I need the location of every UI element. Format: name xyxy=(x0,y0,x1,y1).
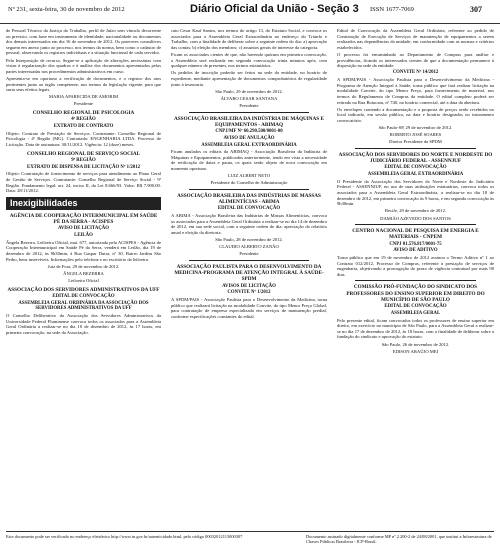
paragraph: Torna público que em 19 de novembro de 2012 assinou o Termo Aditivo nº 1 ao Contrato 012/2012, Processo de Compras, referente à prestação de serviços de engenharia, objetivando a prorrogação do prazo de vigência contratual por mais 90 dias. xyxy=(337,255,494,277)
notice-type: EDITAL DE CONVOCAÇÃO xyxy=(384,304,447,310)
divider xyxy=(189,112,309,113)
signature-role: Leiloeira Oficial xyxy=(68,277,99,283)
divider xyxy=(189,189,309,190)
notice-type: AVISOS DE LICITAÇÃO xyxy=(222,283,276,289)
signature-role: Presidente xyxy=(73,101,94,107)
signature-role: Diretor Presidente da SPDM xyxy=(389,139,442,145)
paragraph: Edital de Convocação da Assembleia Geral Ordinária, referente ao pedido de Contratação de Execução de Serviços de manutenção de equipamentos a serem realizados nas dependências da unidade, em conformidade com as normas e critérios estabelecidos. xyxy=(337,28,494,50)
footer-signature-note: Documento assinado digitalmente conforme MP nº 2.200-2 de 24/08/2001, que institui a Infraestrutura de Chaves Públicas Brasileira - ICP-Brasil. xyxy=(306,534,492,545)
notice-type: AVISO DE ADITIVO xyxy=(393,248,438,254)
section-heading: CENTRO NACIONAL DE PESQUISA EM ENERGIA E MATERIAIS - CNPEM xyxy=(352,228,479,241)
divider xyxy=(189,260,309,261)
paragraph: O Conselho Deliberativo da Associação dos Servidores Administrativos da Universidade Federal Fluminense convoca todos os associados para a Assembleia Geral Ordinária a realizar-se no dia 10 de dezembro de 2012, às 17 horas, em primeira convocação, na sede da Associação. xyxy=(6,313,161,335)
paragraph: cato Cesar Kauf Santos, nos termos do artigo 13, do Estatuto Social, e convoca os associados para a Assembleia Geral Extraordinária no endereço do Triunfo e Trabalho, com a finalidade de deliberar sobre a seguinte ordem do dia: a) aprovação das contas; b) eleição dos membros; c) assuntos gerais de interesse da categoria. xyxy=(171,28,327,50)
signature-name: EDISON ARAÚJO MEI xyxy=(392,348,439,354)
page-header xyxy=(0,0,500,24)
paragraph: A SPDM/PAIS - Associação Paulista para o Desenvolvimento da Medicina - Programa de Atenção Integral à Saúde, torna público que fará realizar licitação na modalidade Convite, do tipo Menor Preço, para fornecimento de material, nos termos do Regulamento de Compras da entidade. O edital completo poderá ser retirado na Rua Botucatu, nº 740, no horário comercial, até a data da abertura. xyxy=(337,77,494,105)
notice-type: AVISO DE LICITAÇÃO xyxy=(57,226,109,232)
section-heading: CONSELHO REGIONAL DE PSICOLOGIA xyxy=(32,110,135,116)
signature-name: CLAUDIO ALBERTO ZANÃO xyxy=(219,244,279,250)
notice-type: EXTRATO DE CONTRATO xyxy=(53,124,114,129)
column-3 xyxy=(337,28,494,528)
notice-subtype: ASSEMBLEIA GERAL EXTRAORDINÁRIA xyxy=(367,172,464,178)
paragraph: O Presidente da Associação dos Servidores do Norte e Nordeste do Judiciário Federal - ASSENNJUF, no uso de suas atribuições estatutárias, convoca todos os associados para a Assembleia Geral Extraordinária, a realizar-se no dia 18 de dezembro de 2012, em primeira convocação às 9 horas, e em segunda convocação às 9h30min. xyxy=(337,178,494,207)
notice-subtype: ASSEMBLEIA GERAL xyxy=(390,310,441,316)
footer-verification: Este documento pode ser verificado no endereço eletrônico http://www.in.gov.br/autenticidade.html, pelo código 00032012113000307 xyxy=(6,534,243,539)
paragraph: de Pessoal Técnico da Justiça do Trabalho, perfil de Juízo sem vínculo decorrente ou previsto, com base em instrumento de identidade, nacionalidade ou documentos dos demais interessados em dia 16 de novembro de 2012. Os pareceres consultivos seguem em anexo junto ao processo, nos termos da norma, bem como o cadastro de pessoal, observando os registros individuais e a situação funcional de cada servidor. xyxy=(6,28,161,56)
signature-name: ÁLVARO CESAR SANTANA xyxy=(220,95,278,101)
signature-place-date: São Paulo, 28 de novembro de 2012. xyxy=(215,237,283,243)
column-2 xyxy=(171,28,327,528)
paragraph: Ficam os associados cientes de que, não havendo quórum em primeira convocação, a Assembleia será realizada em segunda convocação trinta minutos após, com qualquer número de presentes, nos termos estatutários. xyxy=(171,51,327,69)
paragraph: Ficam anulados os editais da ABIMAQ - Associação Brasileira da Indústria de Máquinas e Equipamentos, publicados anteriormente, tendo em vista a necessidade de retificação de datas e pauta, os quais serão objeto de nova convocação em momento oportuno. xyxy=(171,149,327,172)
signature-place-date: São Paulo, 29 de novembro de 2012. xyxy=(215,88,283,94)
notice-subtype: LEILÃO xyxy=(74,232,93,238)
paragraph: Apresenta-se em oportuno a verificação de documentos, e o registro dos atos pertinentes junto ao órgão competente, nos termos da legislação vigente, para que surta seus efeitos legais. xyxy=(6,75,161,93)
signature-name: ÂNGELA BEZERRA xyxy=(63,270,104,276)
paragraph: Objeto: Contrato de Prestação de Serviços. Contratante: Conselho Regional de Psicologia - 4ª Região (MG). Contratada: ENGENHARIA LTDA. Processo de Licitação. Data de assinatura: 30/11/2012. Vigência: 12 (doze) meses. xyxy=(6,130,161,147)
section-heading: ASSOCIAÇÃO DOS SERVIDORES ADMINISTRATIVOS DA UFF xyxy=(7,286,160,293)
signature-place-date: Recife, 29 de novembro de 2012. xyxy=(384,208,447,214)
paragraph: Pelo presente edital, ficam convocados todos os professores de ensino superior em direito, em exercício no município de São Paulo, para a Assembleia Geral a realizar-se no dia 17 de dezembro de 2012, às 18 horas, com a finalidade de deliberar sobre a fundação do sindicato e aprovação do estatuto. xyxy=(337,317,494,340)
signature-name: LUIZ ALBERT NETO xyxy=(227,173,271,179)
notice-type: EDITAL DE CONVOCAÇÃO xyxy=(52,293,115,299)
page-number: 307 xyxy=(470,5,482,14)
section-heading: ASSOCIAÇÃO PAULISTA PARA O DESENVOLVIMENTO DA MEDICINA-PROGRAMA DE ATENÇÃO INTEGRAL À SAÚDE-SPDM xyxy=(174,263,324,283)
cnpj: CNPJ 01.576.817/0001-75 xyxy=(389,241,442,247)
journal-title: Diário Oficial da União - Seção 3 xyxy=(190,3,359,15)
page-footer xyxy=(6,531,494,545)
issue-date: Nº 231, sexta-feira, 30 de novembro de 2012 xyxy=(8,6,125,13)
notice-type: EDITAL DE CONVOCAÇÃO xyxy=(384,165,447,171)
paragraph: Os envelopes contendo a documentação e a proposta de preços serão recebidos no local indicado, em sessão pública, na data e horário designados no instrumento convocatório. xyxy=(337,106,494,123)
signature-place-date: São Paulo-SP, 29 de novembro de 2012. xyxy=(378,125,453,131)
paragraph: Ângela Bezerra, Leiloeira Oficial, mat. 677, autorizada pela ACISPES - Agência de Cooperação Intermunicipal em Saúde Pé da Serra, venderá em Leilão, dia 19 de dezembro de 2012, às 9h30min, à Rua Gaspar Dutra, nº 30, Bairro Jardim São Pedro, bens inservíveis. Informações pelo telefone e no escritório da leiloeira. xyxy=(6,239,161,262)
divider xyxy=(355,148,476,149)
signature-role: Presidente xyxy=(239,102,259,108)
paragraph: A SPDM/PAIS - Associação Paulista para o Desenvolvimento da Medicina, torna público que realizará licitação na modalidade Convite, do tipo Menor Preço Global, para contratação de empresa especializada em serviços de manutenção predial, conforme especificações constantes do edital. xyxy=(171,297,327,319)
paragraph: Objeto: Contratação de fornecimento de serviços para atendimento ao Plano Geral de Gestão de Serviços. Contratante: Conselho Regional de Serviço Social - 9ª Região. Fundamento legal: art. 24, inciso II, da Lei 8.666/93. Valor: R$ 7.900,00. Data: 28/11/2012. xyxy=(6,171,161,194)
section-heading: AGÊNCIA DE COOPERAÇÃO INTERMUNICIPAL EM SAÚDE PÉ DA SERRA - ACISPES xyxy=(9,212,158,225)
paragraph: Os pedidos de inscrição poderão ser feitos na sede da entidade, no horário de expediente, mediante apresentação de documentos comprobatórios de regularidade junto à tesouraria. xyxy=(171,70,327,87)
cnpj: CNPJ/MF Nº 60.290.500/0001-00 xyxy=(215,128,283,134)
paragraph: A ABIMA - Associação Brasileira das Indústrias de Massas Alimentícias, convoca os associados para a Assembleia Geral Ordinária a realizar-se no dia 14 de dezembro de 2012, em sua sede social, com a seguinte ordem do dia: apreciação do relatório anual e eleição da diretoria. xyxy=(171,213,327,235)
signature-name: DAMIÃO AZEVEDO DOS SANTOS xyxy=(380,215,451,221)
section-heading: ASSOCIAÇÃO DOS SERVIDORES DO NORTE E NORDESTE DO JUDICIÁRIO FEDERAL - ASSENNJUF xyxy=(338,151,493,165)
paragraph: O processo foi encaminhado ao Departamento de Compras para análise e providências, ficando os interessados cientes de que a documentação permanece à disposição na sede da entidade. xyxy=(337,51,494,69)
section-subheading: 9ª REGIÃO xyxy=(71,157,96,163)
notice-type: EDITAL DE CONVOCAÇÃO xyxy=(217,206,281,212)
section-heading: ASSOCIAÇÃO BRASILEIRA DAS INDÚSTRIAS DE MASSAS ALIMENTÍCIAS - ABIMA xyxy=(177,192,321,206)
notice-subtype: ASSEMBLEIA GERAL ORDINÁRIA DA ASSOCIAÇÃO DOS SERVIDORES ADMINISTRATIVOS DA UFF xyxy=(18,300,149,312)
notice-type: AVISO DE ANULAÇÃO xyxy=(223,135,275,141)
signature-place-date: Juiz de Fora, 29 de novembro de 2012. xyxy=(47,263,120,269)
signature-place-date: São Paulo, 26 de novembro de 2012. xyxy=(381,341,450,347)
notice-subtype: CONVITE Nº 1/2012 xyxy=(227,290,271,296)
section-heading: CONSELHO REGIONAL DE SERVIÇO SOCIAL xyxy=(26,150,141,157)
notice-subtype: ASSEMBLEIA GERAL EXTRAORDINÁRIA xyxy=(201,142,297,148)
section-heading: COMISSÃO PRÓ-FUNDAÇÃO DO SINDICATO DOS PROFESSORES DO ENSINO SUPERIOR EM DIREITO DO MUNICÍPIO DE SÃO PAULO xyxy=(346,284,485,303)
issn: ISSN 1677-7069 xyxy=(370,6,414,13)
section-subheading: 4ª REGIÃO xyxy=(71,117,96,123)
column-1 xyxy=(6,28,161,528)
section-heading: ASSOCIAÇÃO BRASILEIRA DA INDÚSTRIA DE MÁQUINAS E EQUIPAMENTOS - ABIMAQ xyxy=(174,115,324,128)
signature-role: Presidente xyxy=(239,251,259,257)
paragraph: Pela Interposição de recurso, Segue-se a aplicação de alterações necessárias com vistas à regularização dos quadros e à análise dos documentos apresentados pelas partes interessadas nos procedimentos administrativos em curso. xyxy=(6,57,161,74)
divider xyxy=(355,224,476,225)
signature-role: Presidente do Conselho de Administração xyxy=(210,180,288,186)
section-band: Inexigibilidades xyxy=(6,197,161,210)
divider xyxy=(355,280,476,281)
signature-name: MARIA APARECIDA DE AMORIM xyxy=(48,94,119,100)
notice-type: CONVITE Nº 14/2012 xyxy=(392,70,439,76)
notice-type: EXTRATO DE DISPENSA DE LICITAÇÃO Nº 1/2012 xyxy=(27,164,140,170)
signature-name: ROBERTO JOSÉ SOARES xyxy=(389,132,442,138)
